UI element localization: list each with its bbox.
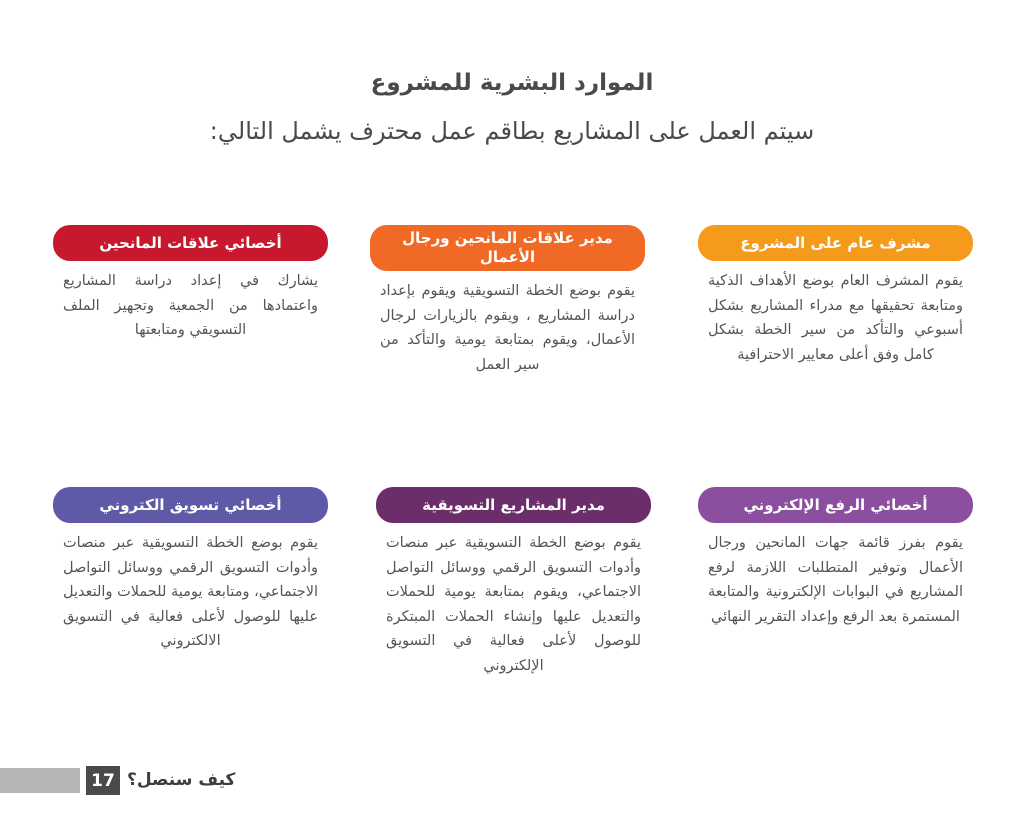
role-title-badge: مدير علاقات المانحين ورجال الأعمال <box>370 225 645 271</box>
role-title-badge: أخصائي تسويق الكتروني <box>53 487 328 523</box>
footer-bar <box>0 768 80 793</box>
role-title-badge: مشرف عام على المشروع <box>698 225 973 261</box>
role-card-general-supervisor <box>698 225 973 367</box>
role-card-electronic-upload-specialist <box>698 487 973 629</box>
role-card-donor-relations-manager <box>370 225 645 377</box>
role-description: يشارك في إعداد دراسة المشاريع واعتمادها من الجمعية وتجهيز الملف التسويقي ومتابعتها <box>63 273 318 338</box>
role-card-marketing-projects-manager <box>376 487 651 678</box>
footer-title: كيف سنصل؟ <box>127 770 236 790</box>
role-description: يقوم بوضع الخطة التسويقية ويقوم بإعداد دراسة المشاريع ، ويقوم بالزيارات لرجال الأعمال، ويقوم بمتابعة يومية والتأكد من سير العمل <box>380 283 635 373</box>
role-card-e-marketing-specialist <box>53 487 328 654</box>
role-description: يقوم بوضع الخطة التسويقية عبر منصات وأدوات التسويق الرقمي ووسائل التواصل الاجتماعي، ومتابعة يومية للحملات والتعديل عليها للوصول لأعلى فعالية في التسويق الالكتروني <box>63 535 318 649</box>
role-title-badge: أخصائي علاقات المانحين <box>53 225 328 261</box>
page-title: الموارد البشرية للمشروع <box>370 70 654 96</box>
role-description: يقوم المشرف العام بوضع الأهداف الذكية ومتابعة تحقيقها مع مدراء المشاريع بشكل أسبوعي والتأكد من سير الخطة بشكل كامل وفق أعلى معايير الاحترافية <box>708 273 963 363</box>
role-title-badge: أخصائي الرفع الإلكتروني <box>698 487 973 523</box>
role-description: يقوم بوضع الخطة التسويقية عبر منصات وأدوات التسويق الرقمي ووسائل التواصل الاجتماعي، ويقوم بمتابعة يومية للحملات والتعديل عليها وإنشاء الحملات المبتكرة للوصول لأعلى فعالية في التسويق الإلكتروني <box>386 535 641 674</box>
page-subtitle: سيتم العمل على المشاريع بطاقم عمل محترف يشمل التالي: <box>209 117 815 145</box>
page-number: 17 <box>86 766 120 795</box>
role-title-badge: مدير المشاريع التسويقية <box>376 487 651 523</box>
role-card-donor-relations-specialist <box>53 225 328 343</box>
role-description: يقوم بفرز قائمة جهات المانحين ورجال الأعمال وتوفير المتطلبات اللازمة لرفع المشاريع في البوابات الإلكترونية والمتابعة المستمرة بعد الرفع وإعداد التقرير النهائي <box>708 535 963 625</box>
